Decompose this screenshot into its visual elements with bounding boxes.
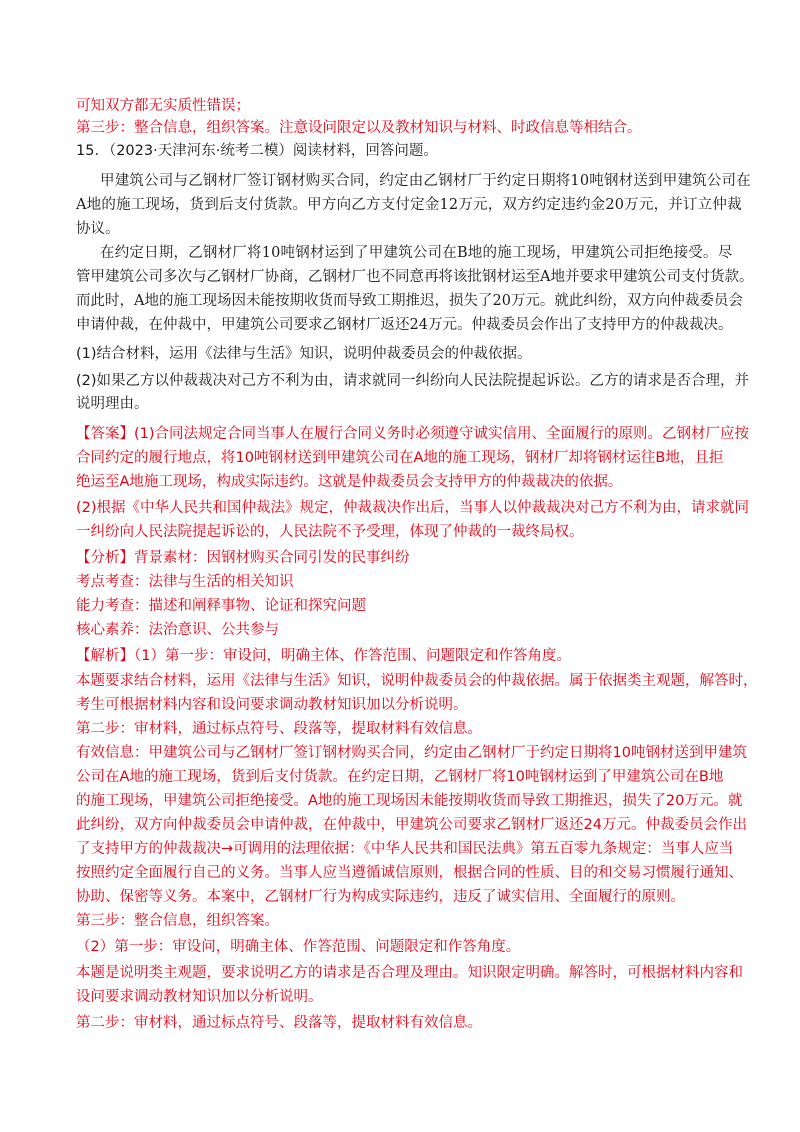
explanation-line: 本题要求结合材料，运用《法律与生活》知识，说明仲裁委员会的仲裁依据。属于依据类主观题，解答时， xyxy=(76,673,758,689)
analysis-line: 【分析】背景素材：因钢材购买合同引发的民事纠纷 xyxy=(76,550,410,566)
answer-line: 合同约定的履行地点，将10吨钢材送到甲建筑公司在A地的施工现场，钢材厂却将钢材运往B地，且拒 xyxy=(76,450,724,466)
explanation-line: 第二步：审材料，通过标点符号、段落等，提取材料有效信息。 xyxy=(76,1015,482,1031)
analysis-line: 考点考查：法律与生活的相关知识 xyxy=(76,574,294,590)
analysis-line: 核心素养：法治意识、公共参与 xyxy=(76,622,279,638)
answer-line: 【答案】(1)合同法规定合同当事人在履行合同义务时必须遵守诚实信用、全面履行的原则。乙钢材厂应按 xyxy=(76,426,750,442)
material-paragraph-line: 管甲建筑公司多次与乙钢材厂协商，乙钢材厂也不同意再将该批钢材运至A地并要求甲建筑公司支付货款。 xyxy=(76,269,754,285)
explanation-line: 协助、保密等义务。本案中，乙钢材厂行为构成实际违约，违反了诚实信用、全面履行的原则。 xyxy=(76,889,685,905)
answer-line: 绝运至A地施工现场，构成实际违约。这就是仲裁委员会支持甲方的仲裁裁决的依据。 xyxy=(76,474,623,490)
explanation-line: 的施工现场，甲建筑公司拒绝接受。A地的施工现场因未能按期收货而导致工期推迟，损失了20万元。就 xyxy=(76,793,743,809)
material-paragraph-line: 在约定日期，乙钢材厂将10吨钢材运到了甲建筑公司在B地的施工现场，甲建筑公司拒绝接受。尽 xyxy=(100,245,733,261)
material-paragraph-line: 而此时，A地的施工现场因未能按期收货而导致工期推迟，损失了20万元。就此纠纷，双方向仲裁委员会 xyxy=(76,293,743,309)
material-paragraph-line: 协议。 xyxy=(76,221,120,237)
explanation-line: 设问要求调动教材知识加以分析说明。 xyxy=(76,989,323,1005)
answer-line: (2)根据《中华人民共和国仲裁法》规定，仲裁裁决作出后，当事人以仲裁裁决对己方不利为由，请求就同 xyxy=(76,500,750,516)
explanation-line: 了支持甲方的仲裁裁决→可调用的法理依据：《中华人民共和国民法典》第五百零九条规定：当事人应当 xyxy=(76,841,734,857)
question-part-1: (1)结合材料，运用《法律与生活》知识，说明仲裁委员会的仲裁依据。 xyxy=(76,346,532,362)
explanation-line: 此纠纷，双方向仲裁委员会申请仲裁，在仲裁中，甲建筑公司要求乙钢材厂返还24万元。仲裁委员会作出 xyxy=(76,817,747,833)
question-heading: 15．（2023·天津河东·统考二模）阅读材料，回答问题。 xyxy=(76,143,438,159)
material-paragraph-line: 申请仲裁，在仲裁中，甲建筑公司要求乙钢材厂返还24万元。仲裁委员会作出了支持甲方的仲裁裁决。 xyxy=(76,317,733,333)
explanation-line: 第三步：整合信息，组织答案。 xyxy=(76,913,279,929)
material-paragraph-line: A地的施工现场，货到后支付货款。甲方向乙方支付定金12万元，双方约定违约金20万元，并订立仲裁 xyxy=(76,197,742,213)
explanation-line: 公司在A地的施工现场，货到后支付货款。在约定日期，乙钢材厂将10吨钢材运到了甲建筑公司在B地 xyxy=(76,769,724,785)
explanation-line: 【解析】（1）第一步：审设问，明确主体、作答范围、问题限定和作答角度。 xyxy=(76,648,571,664)
question-part-2-cont: 说明理由。 xyxy=(76,396,149,412)
explanation-line: 按照约定全面履行自己的义务。当事人应当遵循诚信原则，根据合同的性质、目的和交易习惯履行通知、 xyxy=(76,865,743,881)
answer-line: 一纠纷向人民法院提起诉讼的，人民法院不予受理，体现了仲裁的一裁终局权。 xyxy=(76,524,584,540)
question-part-2: (2)如果乙方以仲裁裁决对己方不利为由，请求就同一纠纷向人民法院提起诉讼。乙方的请求是否合理，并 xyxy=(76,373,750,389)
explanation-line: 考生可根据材料内容和设问要求调动教材知识加以分析说明。 xyxy=(76,697,468,713)
explanation-line: 第二步：审材料，通过标点符号、段落等，提取材料有效信息。 xyxy=(76,721,482,737)
text-line: 可知双方都无实质性错误； xyxy=(76,98,250,114)
explanation-line: （2）第一步：审设问，明确主体、作答范围、问题限定和作答角度。 xyxy=(76,939,521,955)
text-line: 第三步：整合信息，组织答案。注意设问限定以及教材知识与材料、时政信息等相结合。 xyxy=(76,120,642,136)
explanation-line: 本题是说明类主观题，要求说明乙方的请求是否合理及理由。知识限定明确。解答时，可根据材料内容和 xyxy=(76,965,743,981)
analysis-line: 能力考查：描述和阐释事物、论证和探究问题 xyxy=(76,598,366,614)
explanation-line: 有效信息：甲建筑公司与乙钢材厂签订钢材购买合同，约定由乙钢材厂于约定日期将10吨钢材送到甲建筑 xyxy=(76,745,747,761)
material-paragraph-line: 甲建筑公司与乙钢材厂签订钢材购买合同，约定由乙钢材厂于约定日期将10吨钢材送到甲建筑公司在 xyxy=(100,173,751,189)
